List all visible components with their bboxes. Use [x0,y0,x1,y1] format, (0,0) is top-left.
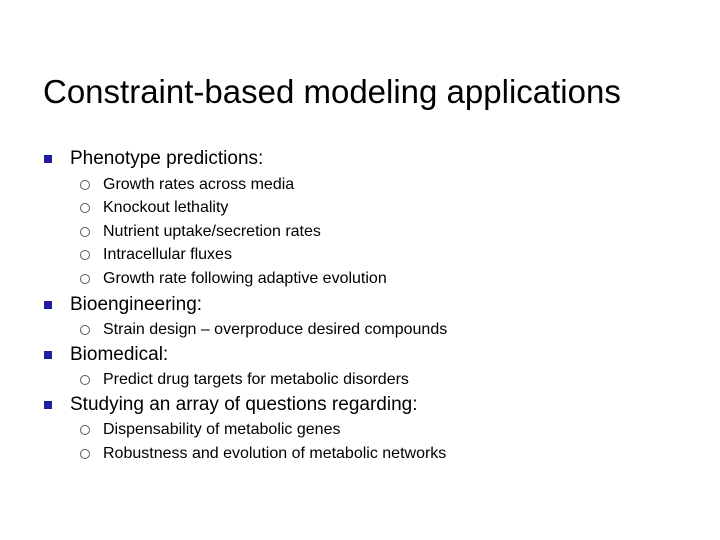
list-item: Knockout lethality [103,199,229,216]
list-item: Nutrient uptake/secretion rates [103,223,321,240]
hollow-circle-bullet-icon [80,375,90,385]
square-bullet-icon [44,351,52,359]
list-item: Strain design – overproduce desired compounds [103,321,448,338]
section-heading-studying: Studying an array of questions regarding: [70,394,418,415]
square-bullet-icon [44,301,52,309]
list-item: Growth rate following adaptive evolution [103,270,387,287]
list-item: Dispensability of metabolic genes [103,421,341,438]
hollow-circle-bullet-icon [80,449,90,459]
section-heading-biomedical: Biomedical: [70,344,169,365]
square-bullet-icon [44,155,52,163]
hollow-circle-bullet-icon [80,425,90,435]
hollow-circle-bullet-icon [80,180,90,190]
hollow-circle-bullet-icon [80,250,90,260]
hollow-circle-bullet-icon [80,274,90,284]
section-heading-bioengineering: Bioengineering: [70,294,203,315]
square-bullet-icon [44,401,52,409]
slide-title: Constraint-based modeling applications [43,73,621,110]
list-item: Robustness and evolution of metabolic networks [103,445,447,462]
list-item: Growth rates across media [103,176,295,193]
list-item: Predict drug targets for metabolic disorders [103,371,409,388]
section-heading-phenotype: Phenotype predictions: [70,148,264,169]
hollow-circle-bullet-icon [80,227,90,237]
hollow-circle-bullet-icon [80,203,90,213]
hollow-circle-bullet-icon [80,325,90,335]
list-item: Intracellular fluxes [103,246,232,263]
